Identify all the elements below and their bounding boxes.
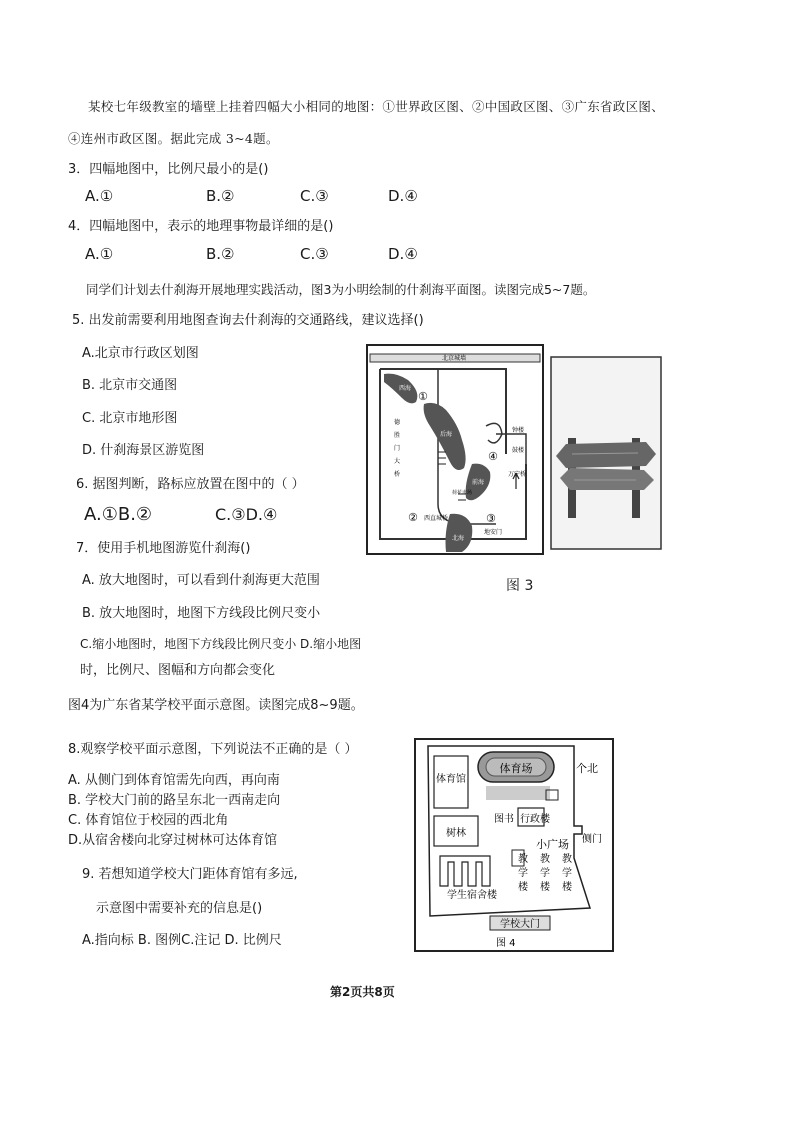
side-gate-label: 侧门 bbox=[582, 834, 602, 845]
road-sign-photo bbox=[550, 356, 662, 550]
q5-stem: 5. 出发前需要利用地图查询去什刹海的交通路线，建议选择() bbox=[72, 313, 424, 328]
q8-option-d[interactable]: D.从宿舍楼向北穿过树林可达体育馆 bbox=[68, 833, 278, 848]
q4-stem: 4．四幅地图中，表示的地理事物最详细的是() bbox=[68, 219, 334, 234]
forest-label: 树林 bbox=[446, 828, 466, 839]
school-plan bbox=[414, 738, 614, 952]
q5-option-d[interactable]: D. 什刹海景区游览图 bbox=[82, 443, 205, 458]
page-footer: 第2页共8页 bbox=[330, 985, 395, 999]
q7-option-a[interactable]: A. 放大地图时，可以看到什刹海更大范围 bbox=[82, 573, 320, 588]
q9-stem-2: 示意图中需要补充的信息是() bbox=[96, 901, 263, 916]
lake-xihai-label: 西海 bbox=[399, 385, 412, 392]
intro-line-1: 某校七年级教室的墙壁上挂着四幅大小相同的地图：①世界政区图、②中国政区图、③广东省政区图、 bbox=[88, 99, 665, 114]
q5-option-c[interactable]: C. 北京市地形图 bbox=[82, 411, 178, 426]
marker-3: ③ bbox=[486, 512, 496, 525]
gym-hall-label: 体育馆 bbox=[436, 774, 466, 785]
hehua-label: 荷花市场 bbox=[452, 490, 473, 496]
intro-2: 同学们计划去什刹海开展地理实践活动，图3为小明绘制的什刹海平面图。读图完成5~7题。 bbox=[86, 282, 596, 297]
library-label: 图书 bbox=[494, 814, 514, 825]
lake-houhai-label: 后海 bbox=[440, 431, 453, 438]
q7-stem: 7．使用手机地图游览什刹海() bbox=[76, 541, 251, 556]
marker-4: ④ bbox=[488, 450, 498, 463]
square-label: 小广场 bbox=[536, 838, 569, 851]
figure-4-caption: 图 4 bbox=[496, 938, 516, 949]
q6-option-cd[interactable]: C.③D.④ bbox=[215, 505, 278, 524]
stadium-stand bbox=[486, 786, 550, 800]
q7-option-c[interactable]: C.缩小地图时，地图下方线段比例尺变小 D.缩小地图 bbox=[80, 637, 362, 651]
gate-label: 学校大门 bbox=[500, 919, 540, 930]
q3-option-c[interactable]: C.③ bbox=[300, 187, 329, 205]
q8-option-c[interactable]: C. 体育馆位于校园的西北角 bbox=[68, 813, 229, 828]
shichahai-map bbox=[366, 344, 544, 555]
intro-line-2: ④连州市政区图。据此完成 3~4题。 bbox=[68, 131, 279, 146]
wanning-label: 万宁桥 bbox=[508, 471, 527, 478]
q7-option-b[interactable]: B. 放大地图时，地图下方线段比例尺变小 bbox=[82, 606, 321, 621]
zhonglou-label: 钟楼 bbox=[512, 427, 525, 434]
dorm-label: 学生宿舍楼 bbox=[447, 890, 497, 901]
q3-option-a[interactable]: A.① bbox=[85, 187, 114, 205]
xiyuan-label: 西直城桥 bbox=[424, 515, 449, 522]
q8-stem: 8.观察学校平面示意图，下列说法不正确的是（ ） bbox=[68, 742, 358, 757]
q3-stem: 3．四幅地图中，比例尺最小的是() bbox=[68, 162, 269, 177]
marker-2: ② bbox=[408, 511, 418, 524]
q3-option-b[interactable]: B.② bbox=[206, 187, 235, 205]
teach-building-3: 教学楼 bbox=[562, 854, 572, 893]
q4-option-a[interactable]: A.① bbox=[85, 245, 114, 263]
sign-board-lower bbox=[560, 468, 654, 490]
teach-building-1: 教学楼 bbox=[518, 854, 528, 893]
q3-option-d[interactable]: D.④ bbox=[388, 187, 418, 205]
q6-option-ab[interactable]: A.①B.② bbox=[84, 504, 153, 525]
lake-beihai-label: 北海 bbox=[452, 535, 465, 542]
stadium-label: 体育场 bbox=[499, 762, 533, 775]
q6-stem: 6. 据图判断，路标应放置在图中的（ ） bbox=[76, 477, 305, 492]
marker-1: ① bbox=[418, 390, 428, 403]
intro-3: 图4为广东省某学校平面示意图。读图完成8~9题。 bbox=[68, 698, 364, 713]
top-road-label: 北京城墙 bbox=[441, 355, 467, 362]
q4-option-b[interactable]: B.② bbox=[206, 245, 235, 263]
q9-options[interactable]: A.指向标 B. 图例C.注记 D. 比例尺 bbox=[82, 933, 282, 948]
q4-option-d[interactable]: D.④ bbox=[388, 245, 418, 263]
admin-label: 行政楼 bbox=[520, 814, 550, 825]
q8-option-b[interactable]: B. 学校大门前的路呈东北一西南走向 bbox=[68, 793, 281, 808]
gulou-label: 鼓楼 bbox=[512, 447, 525, 454]
north-label: 个北 bbox=[576, 762, 598, 775]
left-bridge-label: 德胜门大桥 bbox=[394, 419, 401, 478]
sign-board-upper bbox=[556, 442, 656, 468]
teach-building-2: 教学楼 bbox=[540, 854, 550, 893]
q4-option-c[interactable]: C.③ bbox=[300, 245, 329, 263]
q5-option-a[interactable]: A.北京市行政区划图 bbox=[82, 346, 199, 361]
q7-option-d[interactable]: 时，比例尺、图幅和方向都会变化 bbox=[80, 663, 276, 678]
q9-stem: 9. 若想知道学校大门距体育馆有多远, bbox=[82, 867, 298, 882]
dianmen-label: 地安门 bbox=[484, 529, 503, 536]
q8-option-a[interactable]: A. 从侧门到体育馆需先向西，再向南 bbox=[68, 773, 280, 788]
q5-option-b[interactable]: B. 北京市交通图 bbox=[82, 378, 178, 393]
figure-3-caption: 图 3 bbox=[506, 578, 534, 594]
lake-qianhai-label: 前海 bbox=[472, 479, 485, 486]
